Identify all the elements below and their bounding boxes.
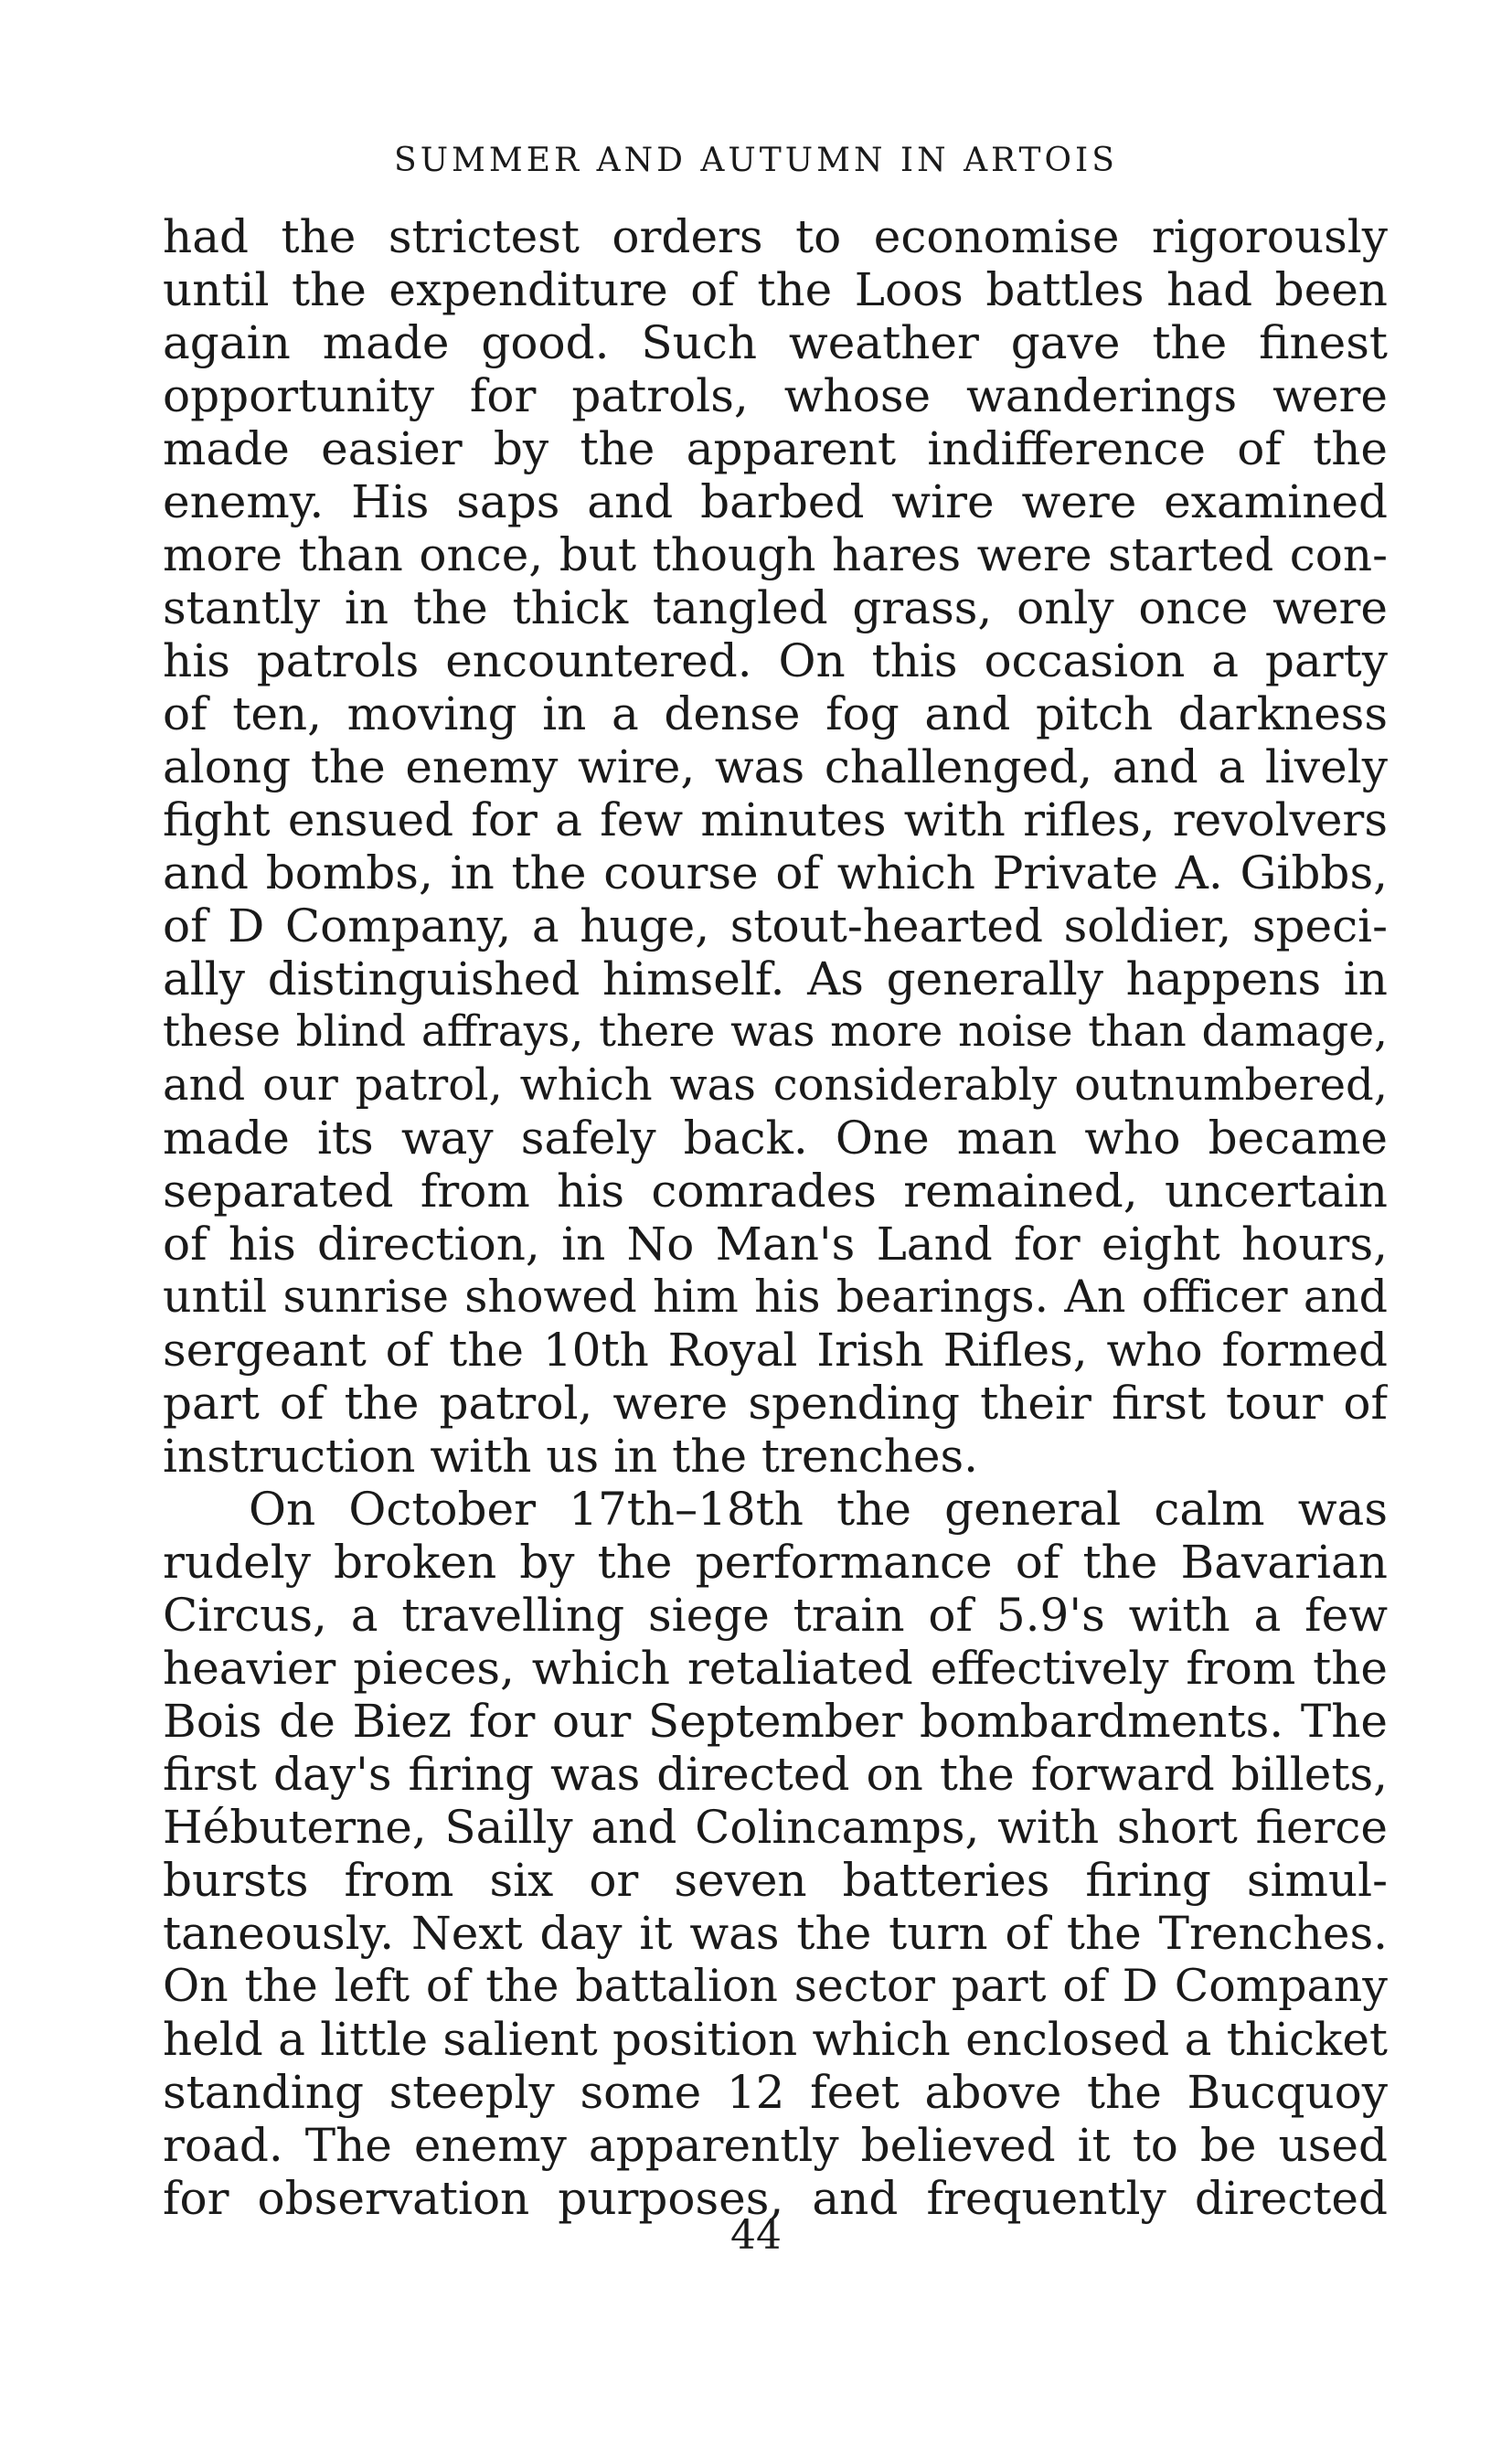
text-line: and our patrol, which was considerably outnumbered, (163, 1059, 1388, 1111)
text-line: until the expenditure of the Loos battles had been (163, 263, 1388, 316)
text-line: standing steeply some 12 feet above the Bucquoy (163, 2066, 1388, 2119)
body-text (163, 210, 1388, 2225)
text-line: sergeant of the 10th Royal Irish Rifles, who formed (163, 1324, 1388, 1377)
text-line: more than once, but though hares were started con- (163, 528, 1388, 581)
text-line: separated from his comrades remained, uncertain (163, 1165, 1388, 1218)
text-line: had the strictest orders to economise rigorously (163, 210, 1388, 263)
text-line: Hébuterne, Sailly and Colincamps, with short fierce (163, 1801, 1388, 1854)
text-line: of his direction, in No Man's Land for eight hours, (163, 1218, 1388, 1271)
text-line: road. The enemy apparently believed it to be used (163, 2119, 1388, 2172)
text-line: of D Company, a huge, stout-hearted soldier, speci- (163, 899, 1388, 952)
text-line: made its way safely back. One man who became (163, 1112, 1388, 1165)
text-line: made easier by the apparent indifference of the (163, 422, 1388, 475)
page-number: 44 (730, 2212, 782, 2259)
text-line: along the enemy wire, was challenged, and a lively (163, 740, 1388, 793)
text-line: heavier pieces, which retaliated effectively from the (163, 1642, 1388, 1695)
text-line: On the left of the battalion sector part of D Company (163, 1960, 1388, 2012)
text-line-paragraph-start: On October 17th–18th the general calm was (249, 1483, 1388, 1536)
text-line: part of the patrol, were spending their first tour of (163, 1377, 1388, 1430)
text-line: held a little salient position which enclosed a thicket (163, 2013, 1388, 2066)
text-line: taneously. Next day it was the turn of the Trenches. (163, 1907, 1388, 1960)
text-line: rudely broken by the performance of the Bavarian (163, 1536, 1388, 1589)
text-line: his patrols encountered. On this occasion a party (163, 634, 1388, 687)
text-line: first day's firing was directed on the forward billets, (163, 1748, 1388, 1801)
text-line: again made good. Such weather gave the finest (163, 316, 1388, 369)
text-line: and bombs, in the course of which Private A. Gibbs, (163, 846, 1388, 899)
text-line: until sunrise showed him his bearings. An officer and (163, 1271, 1388, 1323)
text-line: of ten, moving in a dense fog and pitch darkness (163, 687, 1388, 740)
text-line: Bois de Biez for our September bombardments. The (163, 1695, 1388, 1748)
text-line: for observation purposes, and frequently directed (163, 2172, 1388, 2225)
text-line: fight ensued for a few minutes with rifles, revolvers (163, 793, 1388, 846)
text-line: bursts from six or seven batteries firing simul- (163, 1854, 1388, 1907)
text-line: ally distinguished himself. As generally happens in (163, 952, 1388, 1006)
text-line: opportunity for patrols, whose wanderings were (163, 369, 1388, 422)
text-line: enemy. His saps and barbed wire were examined (163, 475, 1388, 528)
running-head: SUMMER AND AUTUMN IN ARTOIS (394, 142, 1118, 179)
text-line: stantly in the thick tangled grass, only once were (163, 581, 1388, 634)
text-line: these blind affrays, there was more noise than damage, (163, 1006, 1388, 1057)
text-line-paragraph-end: instruction with us in the trenches. (163, 1430, 979, 1483)
text-line: Circus, a travelling siege train of 5.9's with a few (163, 1589, 1388, 1642)
